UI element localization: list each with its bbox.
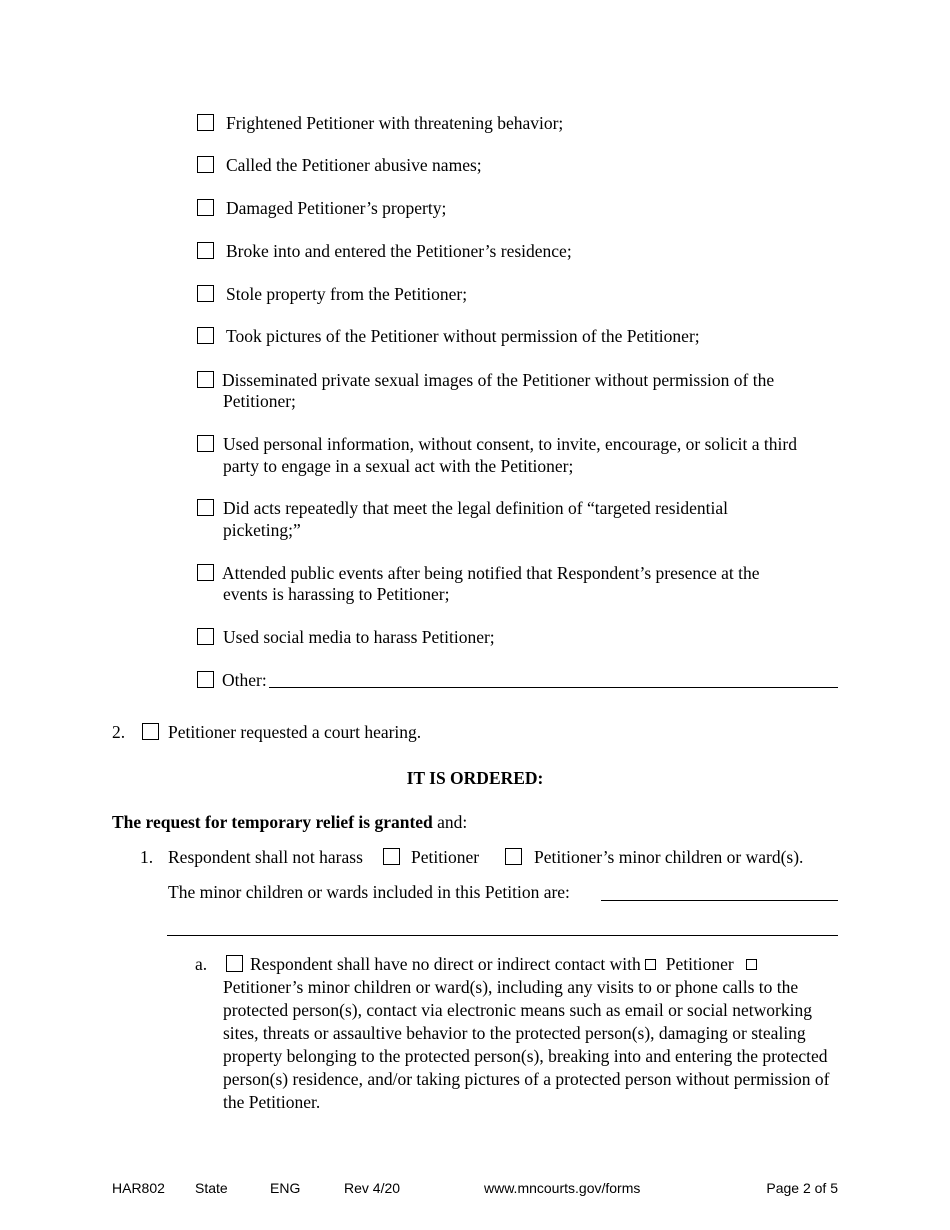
item-text: Used social media to harass Petitioner;	[223, 627, 495, 647]
page-number: Page 2 of 5	[766, 1180, 838, 1196]
item-text-continued: picketing;”	[223, 520, 301, 540]
item-text: Took pictures of the Petitioner without permission of the Petitioner;	[226, 326, 700, 346]
no-contact-lead-text: Respondent shall have no direct or indirect contact with	[250, 954, 641, 974]
revision: Rev 4/20	[344, 1180, 401, 1196]
item-text-continued: events is harassing to Petitioner;	[223, 584, 450, 604]
no-contact-petitioner-checkbox[interactable]	[645, 959, 656, 970]
checkbox[interactable]	[197, 371, 214, 388]
relief-statement	[112, 811, 467, 833]
checkbox[interactable]	[197, 285, 214, 302]
checkbox[interactable]	[197, 242, 214, 259]
minor-children-label: Petitioner’s minor children or ward(s).	[534, 847, 804, 867]
no-contact-body: Petitioner’s minor children or ward(s), including any visits to or phone calls to the protected person(s), contact via electronic means such as email or social networking sites, threats or assaultive behavior to the protected person(s), damaging or stealing property belonging to the protected person(s), breaking into and entering the protected person(s) residence, and/or taking pictures of a protected person without permission of the Petitioner.	[223, 977, 830, 1113]
order-text: Respondent shall not harass	[168, 847, 363, 867]
item-text: Stole property from the Petitioner;	[226, 284, 468, 304]
petitioner-label: Petitioner	[411, 847, 480, 867]
item-text: Damaged Petitioner’s property;	[226, 198, 447, 218]
court-hearing-checkbox[interactable]	[142, 723, 159, 740]
item-text: Attended public events after being notified that Respondent’s presence at the	[222, 563, 760, 583]
checkbox[interactable]	[197, 671, 214, 688]
item-text: Used personal information, without consent, to invite, encourage, or solicit a third	[223, 434, 797, 454]
petitioner-checkbox[interactable]	[383, 848, 400, 865]
no-contact-petitioner-label: Petitioner	[665, 954, 734, 974]
forms-url[interactable]: www.mncourts.gov/forms	[484, 1180, 641, 1196]
jurisdiction: State	[195, 1180, 228, 1196]
no-contact-lead	[250, 953, 761, 975]
minor-children-fill-in-line[interactable]	[601, 900, 838, 901]
minor-children-prompt: The minor children or wards included in this Petition are:	[168, 882, 570, 902]
relief-rest-text: and:	[432, 812, 468, 832]
item-text-continued: party to engage in a sexual act with the Petitioner;	[223, 456, 574, 476]
other-fill-in-line[interactable]	[269, 687, 838, 688]
checkbox[interactable]	[197, 628, 214, 645]
item-number: 1.	[140, 847, 154, 867]
item-text: Broke into and entered the Petitioner’s residence;	[226, 241, 572, 261]
checkbox[interactable]	[197, 199, 214, 216]
item-text: Disseminated private sexual images of the Petitioner without permission of the	[222, 370, 775, 390]
item-text: Did acts repeatedly that meet the legal definition of “targeted residential	[223, 498, 729, 518]
item-text: Other:	[222, 670, 267, 690]
item-text: Petitioner requested a court hearing.	[168, 722, 422, 742]
minor-children-checkbox[interactable]	[505, 848, 522, 865]
minor-children-fill-in-line-2[interactable]	[167, 935, 838, 936]
form-code: HAR802	[112, 1180, 165, 1196]
item-text: Frightened Petitioner with threatening behavior;	[226, 113, 564, 133]
checkbox[interactable]	[197, 435, 214, 452]
item-number: 2.	[112, 722, 126, 742]
item-text-continued: Petitioner;	[223, 391, 296, 411]
no-contact-children-checkbox[interactable]	[746, 959, 757, 970]
ordered-heading: IT IS ORDERED:	[406, 768, 544, 788]
no-contact-checkbox[interactable]	[226, 955, 243, 972]
relief-bold-text: The request for temporary relief is granted	[112, 812, 433, 832]
checkbox[interactable]	[197, 564, 214, 581]
checkbox[interactable]	[197, 327, 214, 344]
checkbox[interactable]	[197, 156, 214, 173]
checkbox[interactable]	[197, 499, 214, 516]
item-letter: a.	[195, 954, 208, 974]
language: ENG	[270, 1180, 301, 1196]
checkbox[interactable]	[197, 114, 214, 131]
item-text: Called the Petitioner abusive names;	[226, 155, 482, 175]
